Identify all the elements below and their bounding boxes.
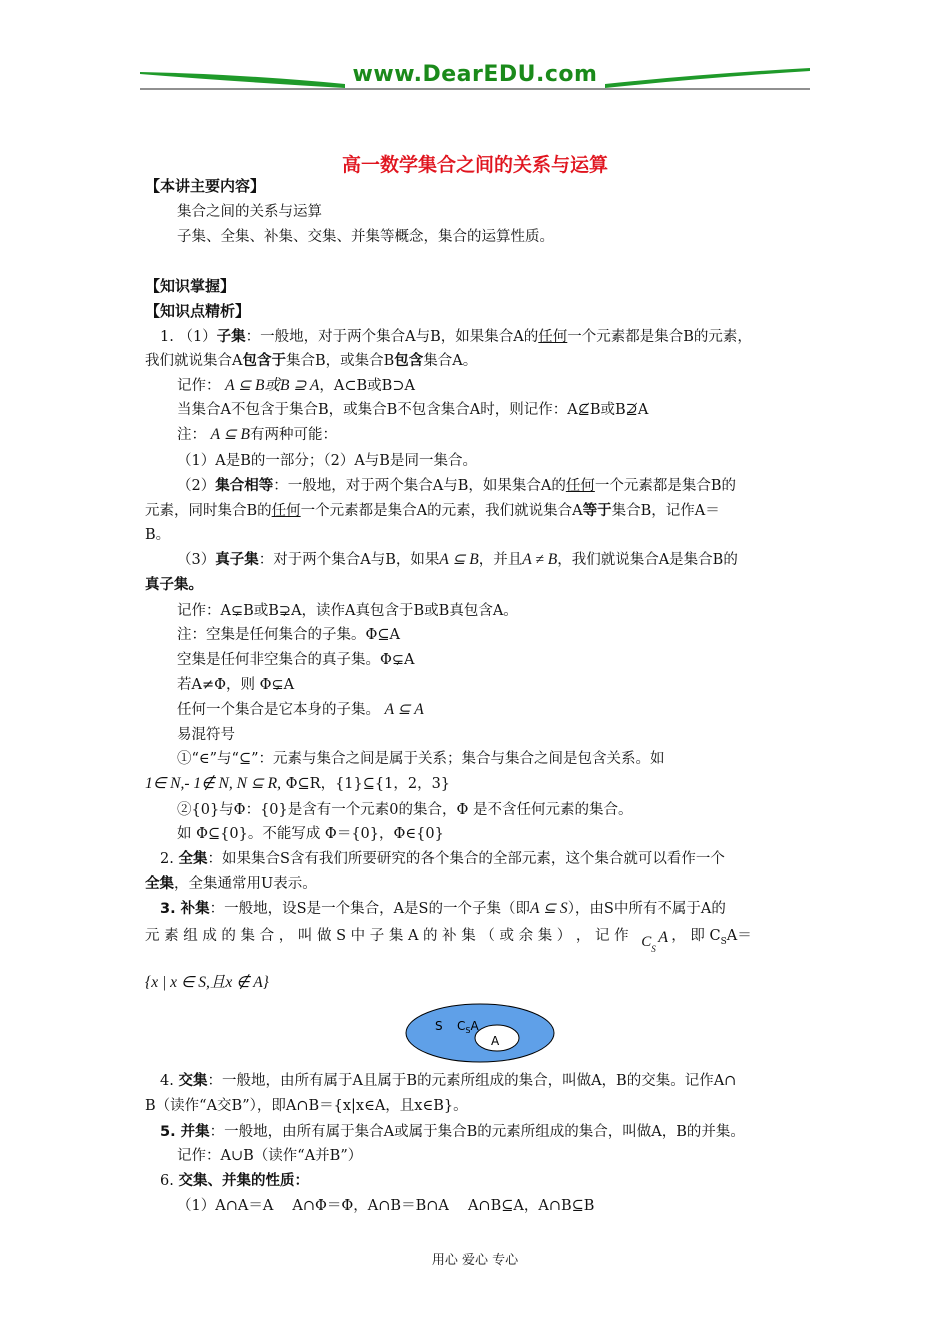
subset-definition-line: 我们就说集合A包含于集合B，或集合B包含集合A。 [145, 353, 478, 369]
content-line: 1∈ N,- 1∉ N, N ⊆ R, Φ⊆R，{1}⊆{1，2，3} [145, 775, 451, 792]
content-line: 任何一个集合是它本身的子集。 A ⊆ A [177, 701, 424, 718]
content-line: 注： A ⊆ B有两种可能： [177, 426, 338, 443]
proper-subset-line: （3）真子集：对于两个集合A与B，如果A ⊆ B，并且A ≠ B，我们就说集合A是集合B的 [177, 551, 738, 568]
content-line: ②{0}与Φ：{0}是含有一个元素0的集合，Φ 是不含任何元素的集合。 [177, 802, 633, 818]
section-heading-points: 【知识点精析】 [145, 302, 251, 320]
page-footer: 用心 爱心 专心 [431, 1253, 519, 1268]
term-universal-set: 全集 [178, 851, 208, 867]
content-line: 空集是任何非空集合的真子集。Φ⊊A [177, 652, 415, 668]
set-equality-line: （2）集合相等：一般地，对于两个集合A与B，如果集合A的任何一个元素都是集合B的 [177, 478, 736, 494]
venn-label-complement: $C_SA$ [457, 1019, 479, 1035]
term-complement: 补集 [180, 901, 210, 917]
complement-line: 3. 补集：一般地，设S是一个集合，A是S的一个子集（即A ⊆ S），由S中所有不属于A的 [160, 900, 726, 917]
venn-label-a: A [491, 1034, 500, 1048]
content-line: （1）A∩A＝A A∩Φ＝Φ，A∩B＝B∩A A∩B⊆A，A∩B⊆B [177, 1198, 595, 1214]
content-line: 记作：A⊊B或B⊋A，读作A真包含于B或B真包含A。 [177, 603, 518, 619]
union-line: 5. 并集：一般地，由所有属于集合A或属于集合B的元素所组成的集合，叫做A，B的并集。 [160, 1124, 745, 1140]
content-line: ①“∈”与“⊆”：元素与集合之间是属于关系；集合与集合之间是包含关系。如 [177, 751, 665, 767]
complement-line: 元 素 组 成 的 集 合 ， 叫 做 S 中 子 集 A 的 补 集 （ 或 余 集 ） ， 记 作 C S A ， 即 $C_SA=$ [145, 928, 752, 954]
section-heading-knowledge: 【知识掌握】 [145, 277, 236, 295]
content-line: 如 Φ⊆{0}。不能写成 Φ＝{0}，Φ∈{0} [177, 826, 444, 842]
content-line: B（读作“A交B”），即A∩B＝{x|x∈A，且x∈B}。 [145, 1098, 468, 1114]
complement-set-builder: {x | x ∈ S,且x ∉ A} [145, 974, 269, 991]
content-line: 子集、全集、补集、交集、并集等概念，集合的运算性质。 [177, 229, 554, 245]
document-title: 高一数学集合之间的关系与运算 [341, 154, 608, 176]
venn-label-s: S [435, 1019, 443, 1033]
content-line: 注：空集是任何集合的子集。Φ⊆A [177, 627, 401, 643]
properties-heading-line: 6. 交集、并集的性质： [160, 1173, 309, 1189]
content-line: 当集合A不包含于集合B，或集合B不包含集合A时，则记作：A⊈B或B⊉A [177, 402, 649, 418]
section-heading-main-content: 【本讲主要内容】 [145, 177, 266, 195]
site-logo[interactable]: www.DearEDU.com [352, 62, 598, 87]
term-subset: 子集 [216, 329, 246, 345]
content-line: 真子集。 [145, 577, 203, 593]
term-set-equality: 集合相等 [215, 478, 274, 494]
intersection-line: 4. 交集：一般地，由所有属于A且属于B的元素所组成的集合，叫做A，B的交集。记作A∩ [160, 1073, 737, 1089]
set-equality-line: 元素，同时集合B的任何一个元素都是集合A的元素，我们就说集合A等于集合B，记作A＝ [145, 503, 720, 519]
term-proper-subset: 真子集 [215, 552, 259, 568]
content-line: 记作：A∪B（读作“A并B”） [177, 1148, 363, 1164]
universal-set-line: 2. 全集：如果集合S含有我们所要研究的各个集合的全部元素，这个集合就可以看作一个 [160, 851, 725, 867]
complement-venn-diagram [405, 1003, 555, 1063]
subset-notation-line: 记作： A ⊆ B或B ⊇ A，A⊂B或B⊃A [177, 377, 415, 394]
universal-set-line: 全集，全集通常用U表示。 [145, 876, 317, 892]
content-line: 若A≠Φ，则 Φ⊊A [177, 677, 295, 693]
content-line: 集合之间的关系与运算 [177, 204, 322, 220]
term-intersection: 交集 [178, 1073, 208, 1089]
page-header [140, 60, 810, 100]
content-line: 易混符号 [177, 727, 235, 743]
content-line: （1）A是B的一部分；（2）A与B是同一集合。 [177, 453, 477, 469]
content-line: B。 [145, 527, 171, 543]
subset-definition-line: 1. （1）子集：一般地，对于两个集合A与B，如果集合A的任何一个元素都是集合B的元素， [160, 329, 752, 345]
term-union: 并集 [180, 1124, 210, 1140]
